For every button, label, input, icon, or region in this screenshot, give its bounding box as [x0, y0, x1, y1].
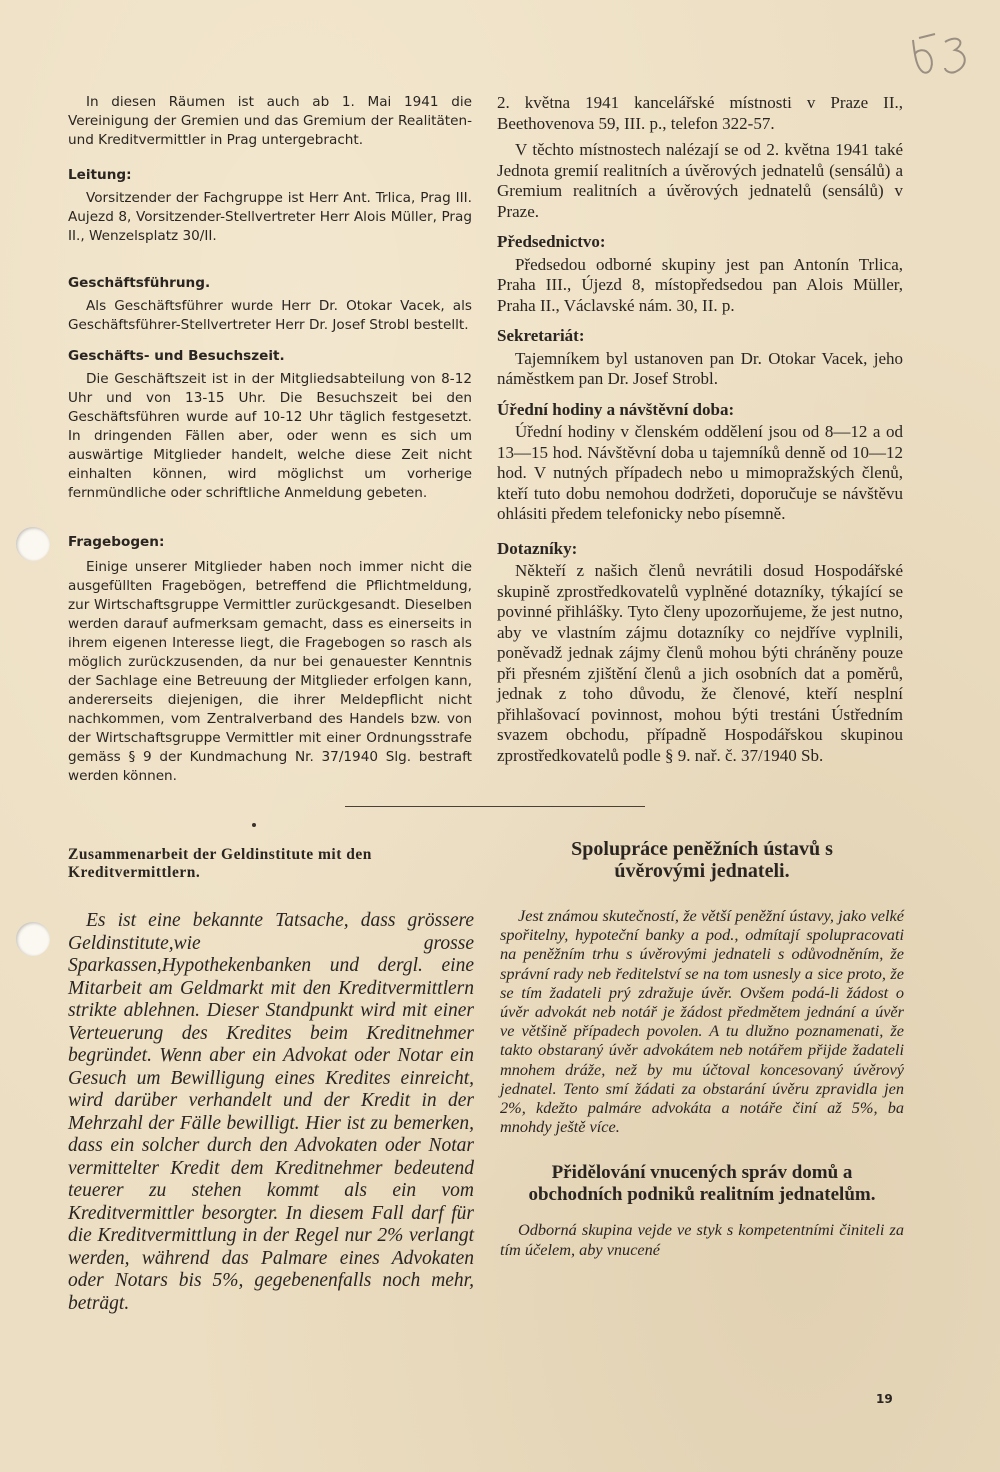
section-heading: Leitung:: [68, 167, 132, 183]
section-heading: Fragebogen:: [68, 534, 165, 550]
body-paragraph: Einige unserer Mitglieder haben noch immer nicht die ausgefüllten Fragebögen, betreffend die Pflichtmeldung, zur Wirtschaftsgruppe Vermittler zurückgesandt. Dieselben werden darauf aufmerksam gemacht, dass es einerseits in ihrem eigenen Interesse liegt, die Fragebogen so rasch als möglich zurückzusenden, da nur bei genauester Kenntnis der Sachlage eine Betreuung der Mitglieder erfolgen kann, andererseits diejenigen, die ihrer Meldepflicht nicht nachkommen, vom Zentralverband des Handels bzw. von der Wirtschaftsgruppe Vermittler mit einer Ordnungsstrafe gemäss § 9 der Kundmachung Nr. 37/1940 Slg. bestraft werden können.: [68, 559, 472, 784]
section-divider: [345, 806, 645, 807]
right-bottom-column: [500, 838, 904, 1259]
section-heading: Geschäftsführung.: [68, 275, 211, 291]
article-body: Jest známou skutečností, že větší peněžní ústavy, jako velké spořitelny, hypoteční banky a pod., odmítají spolupracovati na peněžním trhu s úvěrovými jednateli s odůvodněním, že správní rady neb ředitelství se na tom usnesly a sice proto, že se tím žadateli prý zdražuje úvěr. Ovšem podá-li žádost o úvěr advokát neb notář je žádost předmětem jednání a úvěr ve většině případech povolen. A tu dlužno poznamenati, že takto obstaraný úvěr advokátem neb notářem přijde žadateli mnohem dráže, než by mu účtoval koncesovaný úvěrový jednatel. Tento smí žádati za obstarání úvěru zpravidla jen 2%, kdežto palmáre advokáta a notáře činí až 5%, ba mnohdy ještě více.: [500, 906, 904, 1137]
left-top-column: [68, 93, 472, 786]
article-body: Es ist eine bekannte Tatsache, dass grössere Geldinstitute,wie grosse Sparkassen,Hypothekenbanken und dergl. eine Mitarbeit am Geldmarkt mit den Kreditvermittlern strikte ablehnen. Dieser Standpunkt wird mit einer Verteuerung des Kredites beim Kreditnehmer begründet. Wenn aber ein Advokat oder Notar ein Gesuch um Bewilligung eines Kredites einreicht, wird darüber verhandelt und der Kredit in der Mehrzahl der Fälle bewilligt. Hier ist zu bemerken, dass ein solcher durch den Advokaten oder Notar vermittelter Kredit dem Kreditnehmer bedeutend teuerer zu stehen kommt als ein vom Kreditvermittler besorgter. In diesem Fall darf für die Kreditvermittlung in der Regel nur 2% verlangt werden, während das Palmare eines Advokaten oder Notars bis 5%, gegebenenfalls noch mehr, beträgt.: [68, 910, 474, 1314]
intro-paragraph: 2. května 1941 kancelářské místnosti v Praze II., Beethovenova 59, III. p., telefon 322-57.: [497, 93, 903, 133]
ink-speck: [252, 823, 256, 827]
body-paragraph: Někteří z našich členů nevrátili dosud Hospodářské skupině zprostředkovatelů vyplněné dotazníky, týkající se povinné přihlášky. Tyto členy upozorňujeme, že jest nutno, aby ve vlastním zájmu dotazníky co nejdříve vyplnili, poněvadž jednak zájmy členů mohou býti chráněny pouze při přesném zjištění členů a jich osobních dat a poměrů, jednak z toho důvodu, že členové, kteří nesplní přihlašovací povinnost, mohou býti trestáni Ústředním svazem obchodu, případně Hospodářskou skupinou zprostředkovatelů podle § 9. nař. č. 37/1940 Sb.: [497, 561, 903, 765]
article-title: Spolupráce peněžních ústavů s úvěrovými jednateli.: [571, 838, 833, 882]
punch-hole: [16, 527, 50, 561]
right-top-column: [497, 93, 903, 766]
section-heading: Dotazníky:: [497, 538, 578, 558]
article-body: Odborná skupina vejde ve styk s kompetentními činiteli za tím účelem, aby vnucené: [500, 1220, 904, 1259]
body-paragraph: Als Geschäftsführer wurde Herr Dr. Otokar Vacek, als Geschäftsführer-Stellvertreter Herr Dr. Josef Strobl bestellt.: [68, 298, 472, 333]
body-paragraph: V těchto místnostech nalézají se od 2. května 1941 také Jednota gremií realitních a úvěrových jednatelů (sensálů) a Gremium realitních a úvěrových jednatelů (sensálů) v Praze.: [497, 140, 903, 221]
section-heading: Předsednictvo:: [497, 232, 606, 251]
page-number: 19: [876, 1392, 893, 1406]
body-paragraph: Předsedou odborné skupiny jest pan Antonín Trlica, Praha III., Újezd 8, místopředsedou pan Alois Müller, Praha II., Václavské nám. 30, II. p.: [497, 254, 903, 315]
punch-hole: [16, 922, 50, 956]
section-heading: Úřední hodiny a návštěvní doba:: [497, 399, 735, 419]
body-paragraph: Vorsitzender der Fachgruppe ist Herr Ant. Trlica, Prag III. Aujezd 8, Vorsitzender-Stellvertreter Herr Alois Müller, Prag II., Wenzelsplatz 30/II.: [68, 190, 472, 244]
body-paragraph: Die Geschäftszeit ist in der Mitgliedsabteilung von 8-12 Uhr und von 13-15 Uhr. Die Besuchszeit bei den Geschäftsführen wurde auf 10-12 Uhr täglich festgesetzt. In dringenden Fällen aber, oder wenn es sich um auswärtige Mitglieder handelt, welche diese Zeit nicht einhalten können, wird möglichst um vorherige fernmündliche oder schriftliche Anmeldung gebeten.: [68, 371, 472, 501]
section-heading: Geschäfts- und Besuchszeit.: [68, 348, 285, 364]
body-paragraph: Úřední hodiny v členském oddělení jsou od 8—12 a od 13—15 hod. Návštěvní doba u tajemníků denně od 10—12 hod. V nutných případech nebo u mimopražských členů, kteří tuto dobu nemohou dodržeti, doporučuje se návštěvu ohlásiti předem telefonicky nebo písemně.: [497, 422, 903, 523]
article-title: Přidělování vnucených správ domů a obchodních podniků realitním jednatelům.: [528, 1162, 876, 1206]
article-title: Zusammenarbeit der Geldinstitute mit den Kreditvermittlern.: [68, 846, 372, 881]
intro-paragraph: In diesen Räumen ist auch ab 1. Mai 1941 die Vereinigung der Gremien und das Gremium der Realitäten- und Kreditvermittler in Prag untergebracht.: [68, 94, 472, 148]
left-bottom-column: [68, 846, 474, 1315]
handwritten-page-mark: [905, 28, 975, 88]
section-heading: Sekretariát:: [497, 326, 585, 345]
body-paragraph: Tajemníkem byl ustanoven pan Dr. Otokar Vacek, jeho náměstkem pan Dr. Josef Strobl.: [497, 348, 903, 388]
